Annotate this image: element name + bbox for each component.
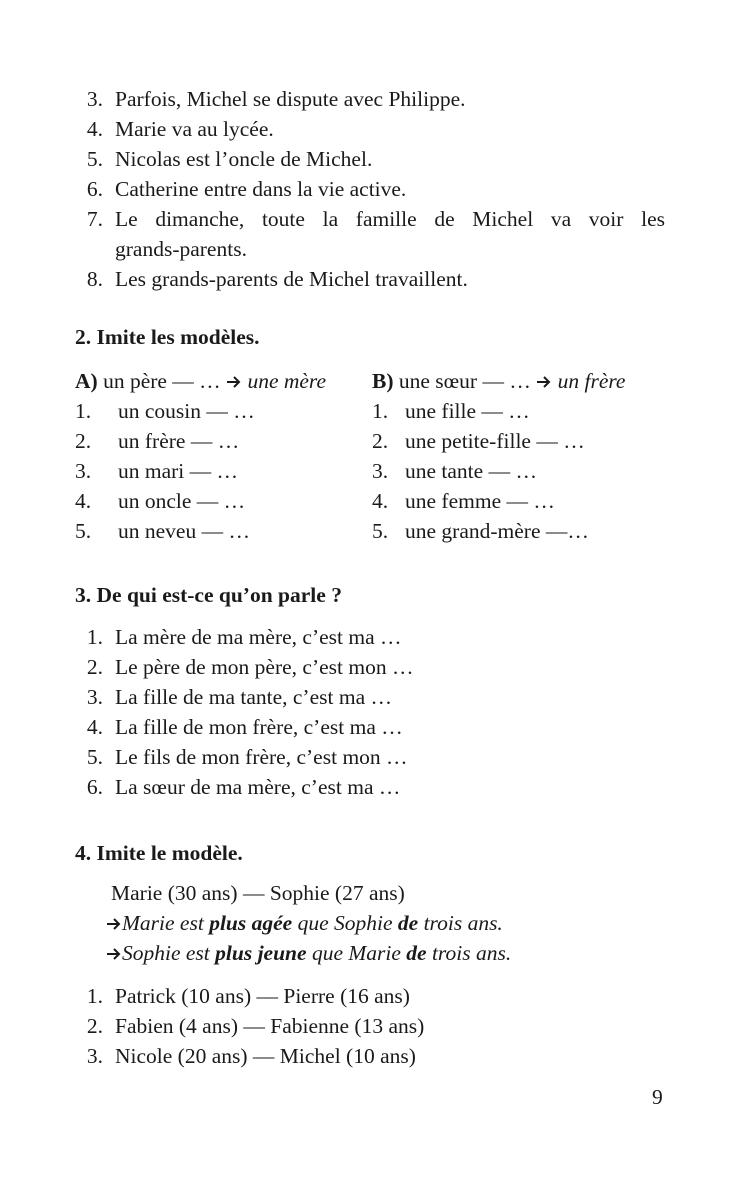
list-item: 4. La fille de mon frère, c’est ma … [86,715,403,739]
model-example-1: Marie est plus agée que Sophie de trois ans. [106,911,503,936]
arrow-right-icon [106,946,122,962]
section3-title: 3. De qui est-ce qu’on parle ? [75,583,342,607]
page-number: 9 [652,1085,663,1109]
list-item: 3. La fille de ma tante, c’est ma … [86,685,392,709]
list-item: 8. Les grands-parents de Michel travaillent. [86,267,468,291]
list-item: 4. une femme — … [372,489,555,513]
list-item: 6. Catherine entre dans la vie active. [86,177,407,201]
arrow-right-icon [106,916,122,932]
list-item: 4. Marie va au lycée. [86,117,274,141]
list-item: 2. un frère — … [75,429,240,453]
arrow-right-icon [536,374,552,390]
list-item: 4. un oncle — … [75,489,246,513]
list-item: 3. une tante — … [372,459,537,483]
model-example-2: Sophie est plus jeune que Marie de trois ans. [106,941,511,966]
model-text: Marie (30 ans) — Sophie (27 ans) [111,881,405,905]
list-item: 1. un cousin — … [75,399,255,423]
list-item: 2. une petite-fille — … [372,429,585,453]
list-item: 3. un mari — … [75,459,239,483]
section2-title: 2. Imite les modèles. [75,325,260,349]
list-item: 5. un neveu — … [75,519,250,543]
arrow-right-icon [226,374,242,390]
list-item: 5. Nicolas est l’oncle de Michel. [86,147,373,171]
list-item: 5. une grand-mère —… [372,519,589,543]
model-a: A) un père — … une mère [75,369,327,393]
list-item: 7. Le dimanche, toute la famille de Michel va voir les [86,207,665,231]
list-item: 5. Le fils de mon frère, c’est mon … [86,745,408,769]
list-item: 1. La mère de ma mère, c’est ma … [86,625,402,649]
list-item: 2. Fabien (4 ans) — Fabienne (13 ans) [86,1014,425,1038]
list-item: 2. Le père de mon père, c’est mon … [86,655,414,679]
list-item: 1. Patrick (10 ans) — Pierre (16 ans) [86,984,410,1008]
section4-title: 4. Imite le modèle. [75,841,243,865]
list-item: 3. Nicole (20 ans) — Michel (10 ans) [86,1044,416,1068]
list-item-continuation: grands-parents. [115,237,247,261]
list-item: 6. La sœur de ma mère, c’est ma … [86,775,401,799]
model-b: B) une sœur — … un frère [372,369,626,393]
list-item: 1. une fille — … [372,399,530,423]
list-item: 3. Parfois, Michel se dispute avec Philippe. [86,87,466,111]
